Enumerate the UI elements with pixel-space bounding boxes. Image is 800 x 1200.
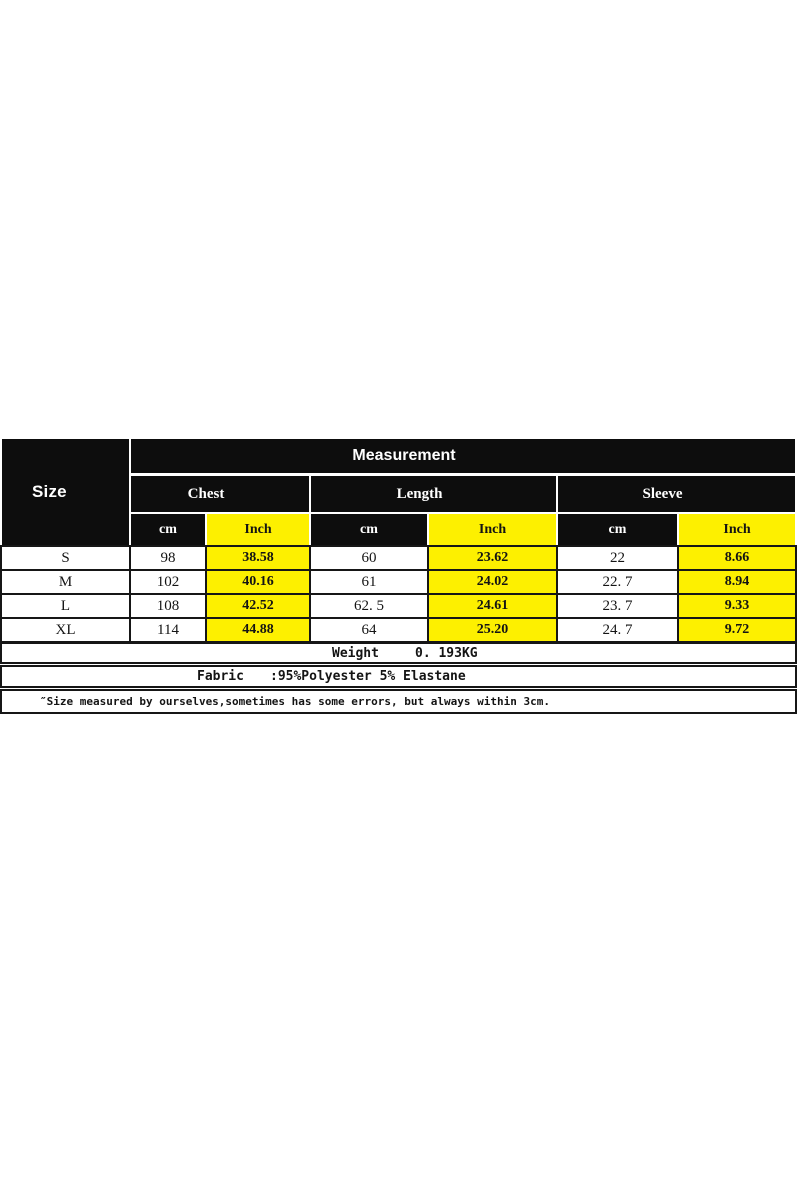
length-inch-m: 24.02	[429, 571, 556, 593]
fabric-label: Fabric	[197, 669, 244, 684]
weight-label: Weight	[332, 645, 379, 661]
inch-label: Inch	[478, 521, 507, 537]
sleeve-cm-header	[558, 514, 677, 545]
measurement-table	[0, 437, 797, 715]
chest-inch-s: 38.58	[207, 547, 309, 569]
size-cell-l: L	[2, 595, 129, 617]
sleeve-inch-s: 8.66	[679, 547, 795, 569]
inch-label: Inch	[244, 521, 272, 537]
length-inch-s: 23.62	[429, 547, 556, 569]
sleeve-inch-header	[679, 514, 795, 545]
size-cell-s: S	[2, 547, 129, 569]
inch-label: Inch	[723, 521, 751, 537]
weight-row	[0, 642, 797, 664]
sleeve-group-header	[558, 476, 795, 512]
length-group-header	[311, 476, 556, 512]
disclaimer-text: ″Size measured by ourselves,sometimes has some errors, but always within 3cm.	[40, 695, 550, 708]
chest-cm-header	[131, 514, 205, 545]
length-cm-xl: 64	[311, 619, 427, 641]
cm-label: cm	[608, 521, 627, 537]
sleeve-label: Sleeve	[642, 485, 683, 502]
length-label: Length	[396, 485, 443, 502]
cm-label: cm	[159, 521, 177, 537]
chest-inch-m: 40.16	[207, 571, 309, 593]
sleeve-cm-s: 22	[558, 547, 677, 569]
sleeve-cm-m: 22. 7	[558, 571, 677, 593]
length-inch-header	[429, 514, 556, 545]
length-cm-m: 61	[311, 571, 427, 593]
length-inch-xl: 25.20	[429, 619, 556, 641]
measurement-title: Measurement	[352, 447, 456, 464]
length-cm-s: 60	[311, 547, 427, 569]
size-cell-xl: XL	[2, 619, 129, 641]
chest-inch-xl: 44.88	[207, 619, 309, 641]
chest-cm-s: 98	[131, 547, 205, 569]
measurement-header-cell	[131, 439, 795, 473]
weight-value: 0. 193KG	[415, 645, 478, 661]
length-cm-header	[311, 514, 427, 545]
length-inch-l: 24.61	[429, 595, 556, 617]
chest-inch-l: 42.52	[207, 595, 309, 617]
size-header-label: Size	[32, 482, 67, 501]
length-cm-l: 62. 5	[311, 595, 427, 617]
chest-label: Chest	[187, 485, 225, 502]
chest-group-header	[131, 476, 309, 512]
cm-label: cm	[360, 521, 378, 537]
sleeve-inch-m: 8.94	[679, 571, 795, 593]
size-data-grid	[0, 545, 797, 643]
fabric-row	[0, 665, 797, 688]
size-cell-m: M	[2, 571, 129, 593]
chest-cm-m: 102	[131, 571, 205, 593]
sleeve-cm-l: 23. 7	[558, 595, 677, 617]
chest-cm-xl: 114	[131, 619, 205, 641]
fabric-value: :95%Polyester 5% Elastane	[270, 669, 466, 684]
chest-inch-header	[207, 514, 309, 545]
sleeve-cm-xl: 24. 7	[558, 619, 677, 641]
size-header-cell	[2, 439, 129, 545]
chest-cm-l: 108	[131, 595, 205, 617]
disclaimer-row	[0, 689, 797, 714]
sleeve-inch-xl: 9.72	[679, 619, 795, 641]
sleeve-inch-l: 9.33	[679, 595, 795, 617]
